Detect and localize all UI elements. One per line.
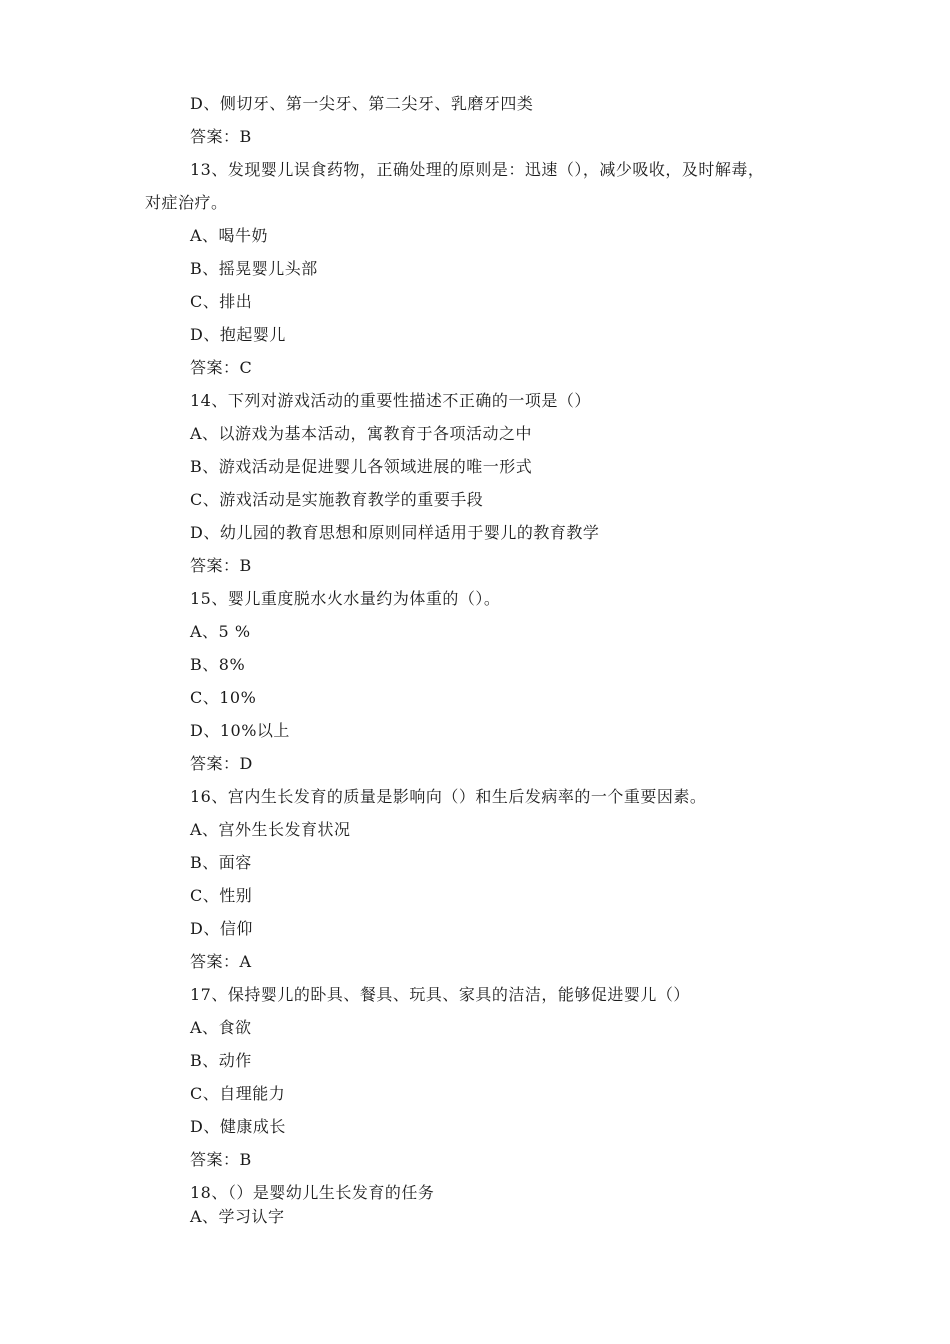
option-b-q14: B、游戏活动是促进婴儿各领域进展的唯一形式 xyxy=(190,457,533,476)
option-d-q15: D、10%以上 xyxy=(190,721,290,740)
option-c-q14: C、游戏活动是实施教育教学的重要手段 xyxy=(190,490,484,509)
question-16: 16、宫内生长发育的质量是影响向（）和生后发病率的一个重要因素。 xyxy=(190,787,707,806)
question-14: 14、下列对游戏活动的重要性描述不正确的一项是（） xyxy=(190,391,591,410)
option-c-q16: C、性别 xyxy=(190,886,253,905)
question-17: 17、保持婴儿的卧具、餐具、玩具、家具的洁洁，能够促进婴儿（） xyxy=(190,985,690,1004)
option-d-q17: D、健康成长 xyxy=(190,1117,286,1136)
answer-q12: 答案：B xyxy=(190,127,252,146)
option-a-q17: A、食欲 xyxy=(190,1018,252,1037)
option-d-q14: D、幼儿园的教育思想和原则同样适用于婴儿的教育教学 xyxy=(190,523,600,542)
option-b-q15: B、8% xyxy=(190,655,246,674)
option-d-q12: D、侧切牙、第一尖牙、第二尖牙、乳磨牙四类 xyxy=(190,94,534,113)
option-a-q14: A、以游戏为基本活动，寓教育于各项活动之中 xyxy=(190,424,533,443)
answer-q16: 答案：A xyxy=(190,952,252,971)
option-d-q13: D、抱起婴儿 xyxy=(190,325,286,344)
question-13: 13、发现婴儿误食药物，正确处理的原则是：迅速（），减少吸收，及时解毒， xyxy=(190,160,765,179)
question-15: 15、婴儿重度脱水火水量约为体重的（）。 xyxy=(190,589,501,608)
option-a-q16: A、宫外生长发育状况 xyxy=(190,820,351,839)
answer-q15: 答案：D xyxy=(190,754,253,773)
option-b-q16: B、面容 xyxy=(190,853,252,872)
option-a-q15: A、5 % xyxy=(190,622,251,641)
answer-q17: 答案：B xyxy=(190,1150,252,1169)
option-c-q13: C、排出 xyxy=(190,292,253,311)
question-18: 18、（）是婴幼儿生长发育的任务 xyxy=(190,1183,435,1202)
answer-q14: 答案：B xyxy=(190,556,252,575)
option-a-q13: A、喝牛奶 xyxy=(190,226,269,245)
option-d-q16: D、信仰 xyxy=(190,919,253,938)
option-c-q15: C、10% xyxy=(190,688,257,707)
answer-q13: 答案：C xyxy=(190,358,253,377)
option-c-q17: C、自理能力 xyxy=(190,1084,286,1103)
option-b-q17: B、动作 xyxy=(190,1051,252,1070)
option-a-q18: A、学习认字 xyxy=(190,1207,285,1226)
option-b-q13: B、摇晃婴儿头部 xyxy=(190,259,318,278)
question-13-cont: 对症治疗。 xyxy=(145,193,228,212)
